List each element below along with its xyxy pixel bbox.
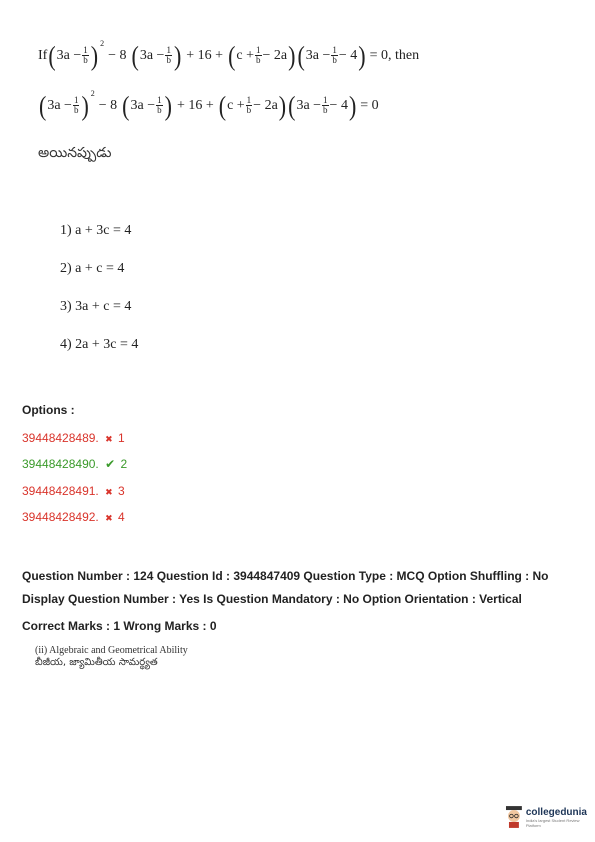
- question-meta-line-3: Correct Marks : 1 Wrong Marks : 0: [22, 619, 217, 633]
- section-label: [35, 645, 188, 669]
- fraction: $\frac{1}{b}$: [83, 45, 88, 65]
- question-meta-line-1: Question Number : 124 Question Id : 3944847409 Question Type : MCQ Option Shuffling : No: [22, 569, 549, 583]
- cross-icon: ✖: [105, 434, 113, 444]
- option-row: [22, 510, 125, 524]
- option-id: 39448428492.: [22, 510, 99, 524]
- option-value: 2: [120, 457, 128, 471]
- equation-line-2: ( 3a − $\frac{1}{b}$ ) 2 − 8 ( 3a − $\frac{1}{b}$ ) + 16 + ( c + $\frac{1}{b}$ − 2a ) ( 3a − $\frac{1}{b}$ − 4 ) = 0: [39, 89, 379, 121]
- option-row: [22, 484, 125, 498]
- cross-icon: ✖: [105, 487, 113, 497]
- choice-1: 1) a + 3c = 4: [60, 223, 132, 238]
- option-value: 4: [117, 510, 125, 524]
- question-meta-line-2: Display Question Number : Yes Is Question Mandatory : No Option Orientation : Vertical: [22, 592, 522, 606]
- option-row: [22, 457, 127, 471]
- fraction: $\frac{1}{b}$: [73, 95, 79, 115]
- option-id: 39448428489.: [22, 431, 99, 445]
- option-row: [22, 431, 125, 445]
- section-label-te: బీజీయ, జ్యామితీయ సామర్థ్యత: [35, 657, 158, 668]
- section-label-en: (ii) Algebraic and Geometrical Ability: [35, 645, 188, 656]
- choice-3: 3) 3a + c = 4: [60, 299, 132, 314]
- cross-icon: ✖: [105, 513, 113, 523]
- eq-if: If: [38, 47, 48, 63]
- option-id: 39448428490.: [22, 457, 99, 471]
- fraction: $\frac{1}{b}$: [323, 95, 328, 115]
- fraction: $\frac{1}{b}$: [166, 45, 171, 65]
- option-id: 39448428491.: [22, 484, 99, 498]
- fraction: $\frac{1}{b}$: [246, 95, 252, 115]
- collegedunia-logo: [505, 806, 595, 828]
- fraction: $\frac{1}{b}$: [256, 45, 261, 65]
- choice-2: 2) a + c = 4: [60, 261, 125, 276]
- logo-name: collegedunia: [525, 806, 587, 818]
- fraction: $\frac{1}{b}$: [332, 45, 337, 65]
- option-value: 3: [117, 484, 125, 498]
- choice-4: 4) 2a + 3c = 4: [60, 337, 139, 352]
- fraction: $\frac{1}{b}$: [157, 95, 162, 115]
- option-value: 1: [117, 431, 125, 445]
- telugu-prompt: అయినప్పుడు: [38, 145, 112, 161]
- mascot-icon: [505, 806, 523, 828]
- equation-line-1: If ( 3a − $\frac{1}{b}$ ) 2 − 8 ( 3a − $\frac{1}{b}$ ) + 16 + ( c + $\frac{1}{b}$ − 2a ) ( 3a − $\frac{1}{b}$ − 4 ) = 0, then: [38, 39, 420, 71]
- options-heading: Options :: [22, 403, 75, 417]
- check-icon: ✔: [105, 457, 116, 471]
- logo-tagline: India's largest Student Review Platform: [525, 817, 580, 828]
